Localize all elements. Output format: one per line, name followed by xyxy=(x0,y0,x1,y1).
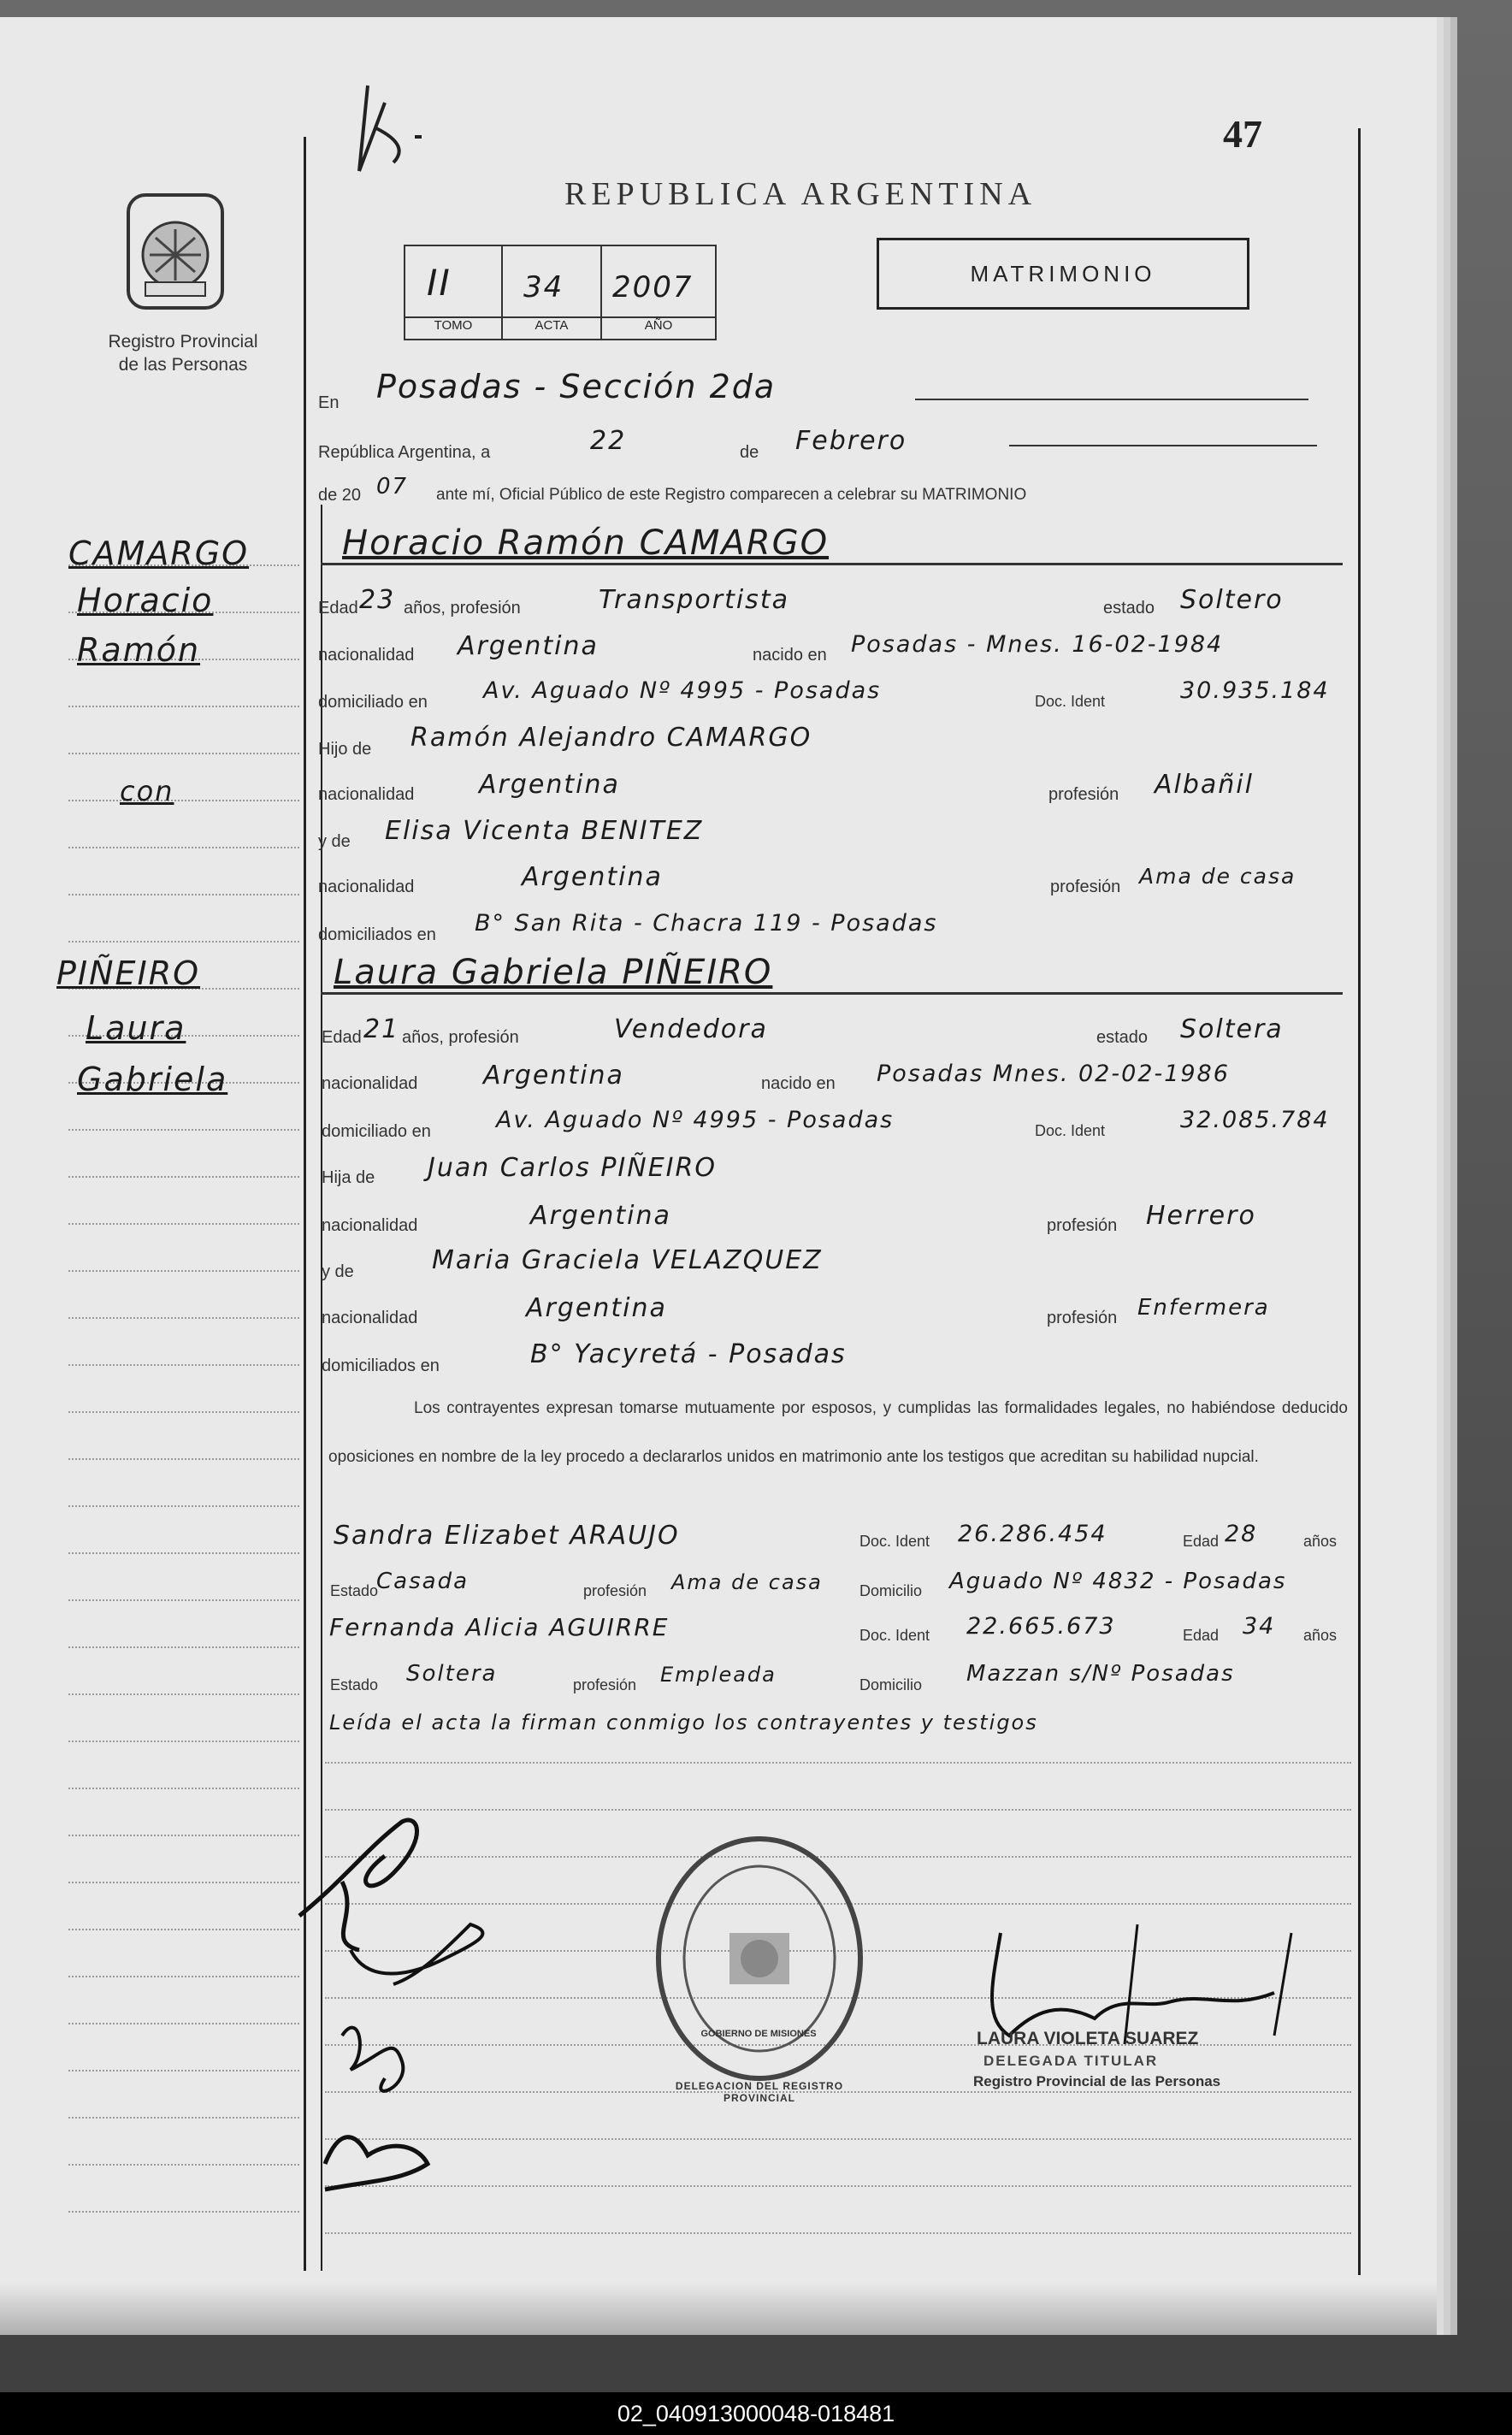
witness1-dom-label: Domicilio xyxy=(859,1582,923,1599)
bride-profesion: Vendedora xyxy=(614,1014,768,1044)
margin-rule-line xyxy=(68,1741,299,1742)
margin-bride-name2: Gabriela xyxy=(77,1061,228,1098)
margin-rule-line xyxy=(68,800,299,801)
intro-statement: ante mí, Oficial Público de este Registro comparecen a celebrar su MATRIMONIO xyxy=(436,486,1027,504)
groom-estado: Soltero xyxy=(1180,585,1284,615)
bride-nacionalidad: Argentina xyxy=(483,1061,624,1090)
margin-rule-line xyxy=(68,1646,299,1648)
margin-rule-line xyxy=(68,1458,299,1460)
bride-madre-prof: Enfermera xyxy=(1137,1295,1270,1321)
bride-nacido: Posadas Mnes. 02-02-1986 xyxy=(877,1061,1230,1087)
margin-rule-line xyxy=(68,1223,299,1225)
place-value: Posadas - Sección 2da xyxy=(376,368,777,405)
bride-padre-prof-label: profesión xyxy=(1047,1216,1118,1235)
witness1-edad-label: Edad xyxy=(1183,1533,1220,1550)
bride-madre-prof-label: profesión xyxy=(1047,1309,1118,1327)
witness1-name: Sandra Elizabet ARAUJO xyxy=(334,1521,680,1551)
act-type-box: MATRIMONIO xyxy=(877,238,1249,310)
groom-nacido: Posadas - Mnes. 16-02-1984 xyxy=(851,631,1224,658)
witness2-edad-label: Edad xyxy=(1183,1627,1220,1644)
register-page xyxy=(0,17,1437,2335)
scan-id: 02_040913000048-018481 xyxy=(0,2392,1512,2435)
groom-padre-nac: Argentina xyxy=(479,770,620,800)
groom-padre-prof-label: profesión xyxy=(1048,785,1119,804)
bride-dom-label: domiciliado en xyxy=(322,1122,431,1141)
page-title: REPUBLICA ARGENTINA xyxy=(564,176,1037,212)
witness1-edad: 28 xyxy=(1225,1521,1258,1547)
tomo-value: II xyxy=(427,262,452,304)
margin-rule-line xyxy=(68,1552,299,1554)
groom-madre-prof: Ama de casa xyxy=(1139,864,1296,889)
official-name: LAURA VIOLETA SUAREZ xyxy=(977,2029,1199,2048)
body-rule-line xyxy=(325,2232,1351,2234)
act-number-box xyxy=(404,245,717,340)
margin-rule-line xyxy=(68,1317,299,1319)
de-label: de xyxy=(740,443,759,462)
witness2-name: Fernanda Alicia AGUIRRE xyxy=(329,1613,670,1641)
page-number: 47 xyxy=(1223,112,1262,156)
margin-rule-line xyxy=(68,1929,299,1930)
stamp-inner-text: GOBIERNO DE MISIONES xyxy=(700,2029,817,2039)
year-prefix: de 20 xyxy=(318,486,362,505)
margin-rule-line xyxy=(68,2117,299,2119)
bride-nac-label: nacionalidad xyxy=(322,1074,418,1093)
groom-doc: 30.935.184 xyxy=(1180,677,1330,704)
witness1-doc-label: Doc. Ident xyxy=(859,1533,930,1550)
official-office: Registro Provincial de las Personas xyxy=(973,2073,1221,2089)
en-label: En xyxy=(318,393,340,412)
groom-madre-nac-label: nacionalidad xyxy=(318,878,415,896)
groom-estado-label: estado xyxy=(1103,599,1155,618)
witness2-doc-label: Doc. Ident xyxy=(859,1627,930,1644)
closing-text: Leída el acta la firman conmigo los contrayentes y testigos xyxy=(329,1711,1038,1735)
groom-padre: Ramón Alejandro CAMARGO xyxy=(410,723,812,753)
margin-rule-line xyxy=(68,847,299,848)
groom-nac-label: nacionalidad xyxy=(318,646,415,665)
margin-rule-line xyxy=(68,1599,299,1601)
groom-padre-label: Hijo de xyxy=(318,740,372,759)
margin-groom-surname: CAMARGO xyxy=(68,535,250,572)
groom-padres-dom: B° San Rita - Chacra 119 - Posadas xyxy=(475,910,938,937)
groom-full-name: Horacio Ramón CAMARGO xyxy=(342,523,830,563)
corner-mark-icon xyxy=(334,68,436,188)
tomo-label: TOMO xyxy=(434,318,473,333)
acta-value: 34 xyxy=(523,270,564,304)
margin-rule-line xyxy=(68,1788,299,1789)
witness2-anos-label: años xyxy=(1303,1627,1338,1644)
declaration-text: Los contrayentes expresan tomarse mutuamente por esposos, y cumplidas las formalidades legales, no habiéndose deducido oposiciones en nombre de la ley procedo a declararlos unidos en matrimonio ante los testigos que acreditan su habilidad nupcial. xyxy=(328,1399,1348,1466)
witness2-estado: Soltera xyxy=(406,1661,498,1687)
margin-rule-line xyxy=(68,2211,299,2213)
witness1-anos-label: años xyxy=(1303,1533,1338,1550)
groom-padre-nac-label: nacionalidad xyxy=(318,785,415,804)
witness2-edad: 34 xyxy=(1243,1613,1276,1640)
bride-padre-prof: Herrero xyxy=(1146,1201,1256,1231)
witness2-dom-label: Domicilio xyxy=(859,1676,923,1693)
bride-edad-label: Edad xyxy=(322,1028,362,1047)
bride-padre-nac-label: nacionalidad xyxy=(322,1216,418,1235)
body-rule-line xyxy=(325,1762,1351,1764)
acta-label: ACTA xyxy=(535,318,569,333)
groom-nacionalidad: Argentina xyxy=(458,631,599,661)
margin-rule-line xyxy=(68,1882,299,1883)
registry-line-1: Registro Provincial xyxy=(108,332,258,352)
bride-madre-label: y de xyxy=(322,1262,354,1281)
official-stamp-icon xyxy=(648,1830,871,2087)
bride-doc-label: Doc. Ident xyxy=(1035,1122,1106,1139)
bride-doc: 32.085.784 xyxy=(1180,1107,1330,1133)
registry-line-2: de las Personas xyxy=(118,355,248,375)
margin-rule-line xyxy=(68,1505,299,1507)
bride-padre-nac: Argentina xyxy=(530,1201,671,1231)
bride-padres-dom: B° Yacyretá - Posadas xyxy=(530,1339,847,1369)
groom-padres-dom-label: domiciliados en xyxy=(318,925,436,944)
margin-rule-line xyxy=(68,1270,299,1272)
body-right-border xyxy=(1358,128,1361,2275)
margin-bride-name1: Laura xyxy=(86,1009,186,1047)
margin-rule-line xyxy=(68,1693,299,1695)
groom-profesion: Transportista xyxy=(599,585,789,615)
bride-full-name: Laura Gabriela PIÑEIRO xyxy=(334,953,773,992)
groom-profesion-label: años, profesión xyxy=(404,599,521,618)
margin-groom-name1: Horacio xyxy=(77,582,214,619)
groom-dom-label: domiciliado en xyxy=(318,693,428,712)
bride-madre: Maria Graciela VELAZQUEZ xyxy=(432,1245,823,1275)
groom-domicilio: Av. Aguado Nº 4995 - Posadas xyxy=(483,677,882,704)
anio-label: AÑO xyxy=(644,318,673,333)
margin-rule-line xyxy=(68,1129,299,1131)
witness1-prof: Ama de casa xyxy=(671,1570,823,1594)
margin-rule-line xyxy=(68,894,299,895)
margin-groom-name2: Ramón xyxy=(77,631,201,669)
month-value: Febrero xyxy=(795,426,907,456)
bride-domicilio: Av. Aguado Nº 4995 - Posadas xyxy=(496,1107,895,1133)
witness2-prof-label: profesión xyxy=(573,1676,637,1693)
bride-edad: 21 xyxy=(363,1014,400,1044)
margin-bride-surname: PIÑEIRO xyxy=(56,954,201,992)
groom-edad-label: Edad xyxy=(318,599,358,618)
margin-rule-line xyxy=(68,1976,299,1977)
margin-rule-line xyxy=(68,1176,299,1178)
bride-estado-label: estado xyxy=(1096,1028,1149,1047)
signature-scribbles-icon xyxy=(291,1779,539,2207)
witness1-domicilio: Aguado Nº 4832 - Posadas xyxy=(949,1569,1287,1594)
groom-padre-prof: Albañil xyxy=(1155,770,1254,800)
witness1-estado: Casada xyxy=(376,1569,470,1594)
day-value: 22 xyxy=(590,426,627,456)
margin-rule-line xyxy=(68,1364,299,1366)
witness2-estado-label: Estado xyxy=(330,1676,379,1693)
groom-madre-label: y de xyxy=(318,832,351,851)
witness1-prof-label: profesión xyxy=(583,1582,647,1599)
margin-rule-line xyxy=(68,2070,299,2072)
witness1-estado-label: Estado xyxy=(330,1582,379,1599)
groom-madre-nac: Argentina xyxy=(522,862,663,892)
bride-estado: Soltera xyxy=(1180,1014,1284,1044)
groom-nacido-label: nacido en xyxy=(753,646,827,665)
witness2-prof: Empleada xyxy=(660,1663,777,1687)
bride-padres-dom-label: domiciliados en xyxy=(322,1356,440,1375)
republica-label: República Argentina, a xyxy=(318,443,491,462)
bride-madre-nac: Argentina xyxy=(526,1293,667,1323)
year-suffix: 07 xyxy=(376,474,409,499)
margin-rule-line xyxy=(68,941,299,943)
bride-padre: Juan Carlos PIÑEIRO xyxy=(428,1153,717,1183)
margin-connector: con xyxy=(120,775,174,807)
witness2-domicilio: Mazzan s/Nº Posadas xyxy=(966,1661,1235,1687)
bride-nacido-label: nacido en xyxy=(761,1074,836,1093)
groom-madre-prof-label: profesión xyxy=(1050,878,1121,896)
margin-rule-line xyxy=(68,1835,299,1836)
bride-profesion-label: años, profesión xyxy=(402,1028,519,1047)
groom-edad: 23 xyxy=(359,585,396,615)
margin-rule-line xyxy=(68,753,299,754)
witness2-doc: 22.665.673 xyxy=(966,1613,1116,1640)
groom-madre: Elisa Vicenta BENITEZ xyxy=(385,816,704,846)
bride-madre-nac-label: nacionalidad xyxy=(322,1309,418,1327)
anio-value: 2007 xyxy=(612,270,694,304)
official-role: DELEGADA TITULAR xyxy=(983,2053,1159,2069)
bride-padre-label: Hija de xyxy=(322,1168,375,1187)
margin-rule-line xyxy=(68,706,299,707)
margin-rule-line xyxy=(68,1411,299,1413)
provincial-seal-icon xyxy=(120,188,231,316)
registry-name xyxy=(89,330,277,376)
margin-rule-line xyxy=(68,2023,299,2024)
margin-rule-line xyxy=(68,2164,299,2166)
groom-doc-label: Doc. Ident xyxy=(1035,693,1106,710)
witness1-doc: 26.286.454 xyxy=(958,1521,1107,1547)
stamp-outer-text: DELEGACION DEL REGISTRO PROVINCIAL xyxy=(675,2080,844,2104)
